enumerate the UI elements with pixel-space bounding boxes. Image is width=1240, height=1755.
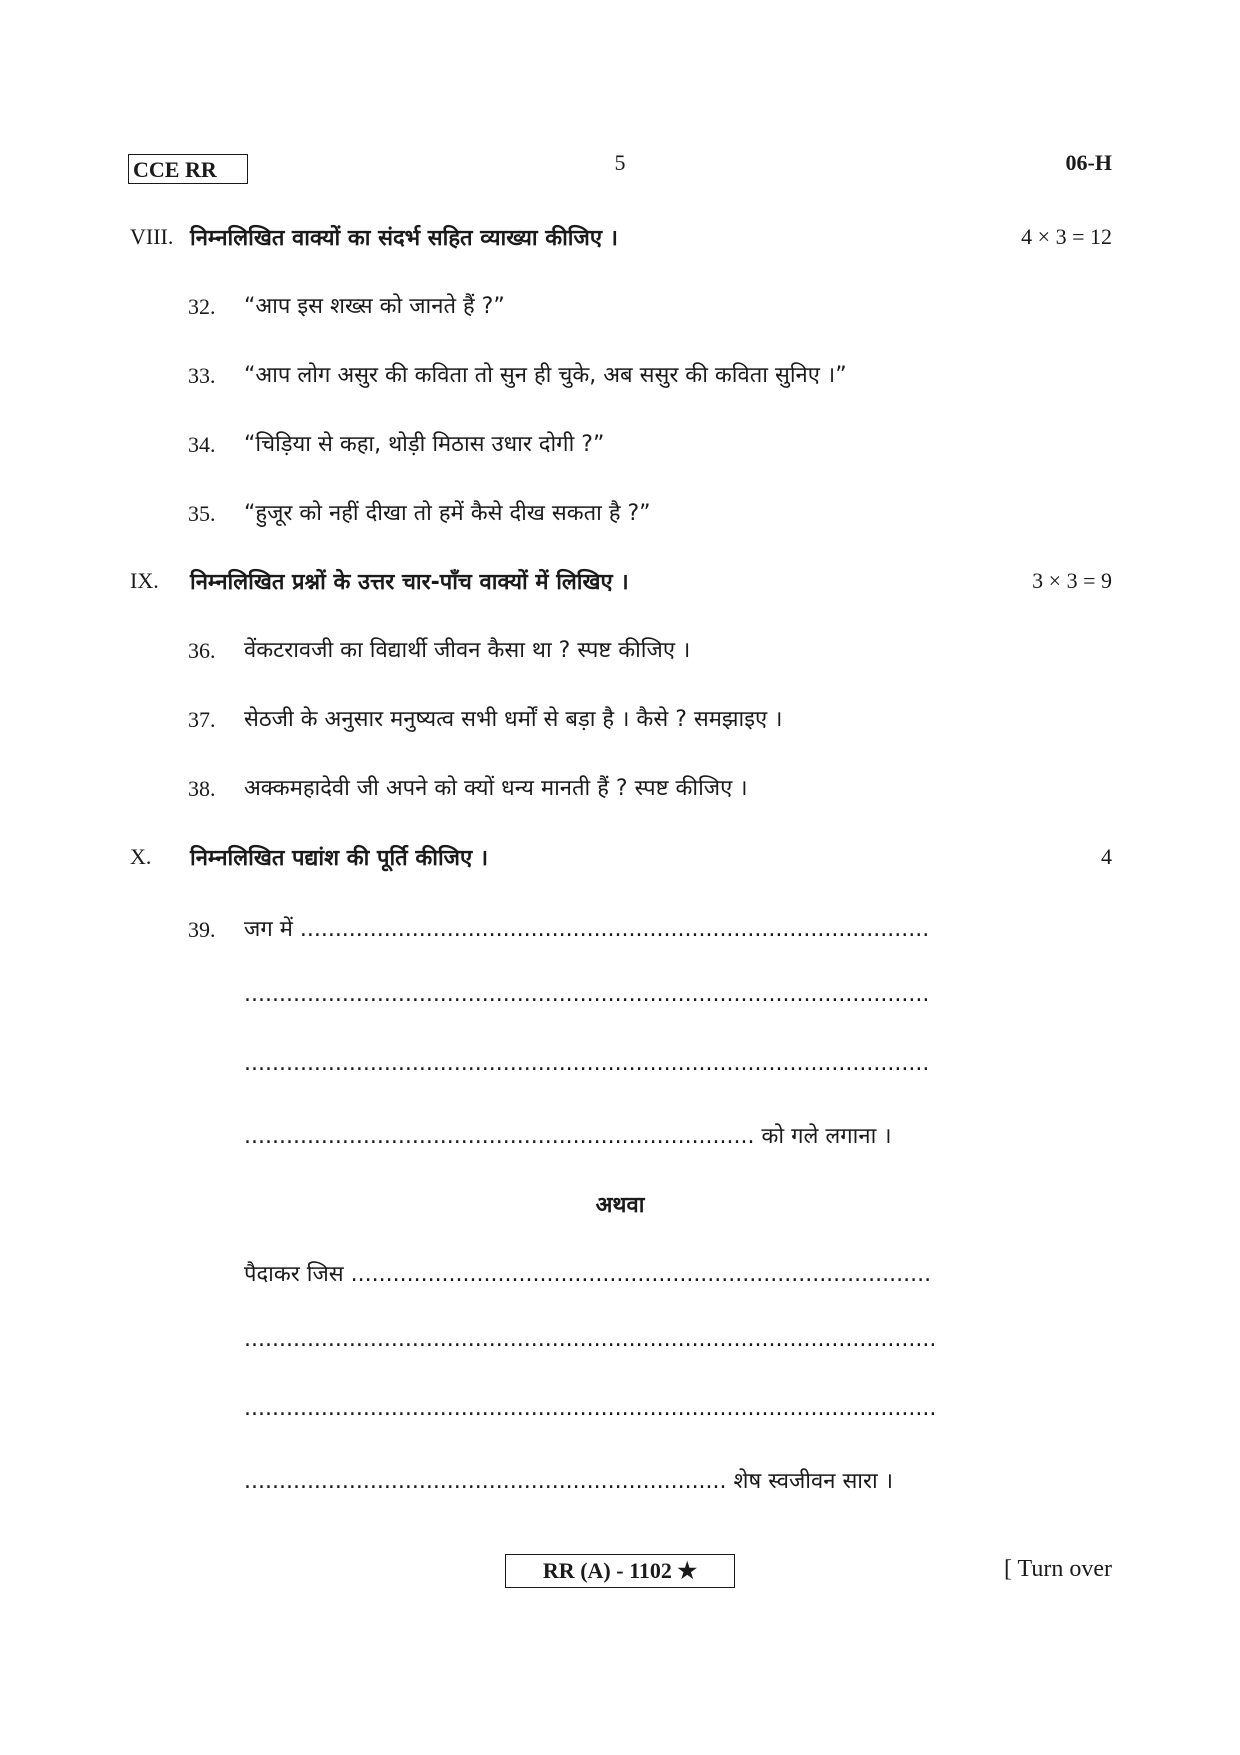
question-34-number: 34.	[188, 432, 216, 457]
question-32-number: 32.	[188, 294, 216, 319]
question-35-number: 35.	[188, 501, 216, 526]
section-ix-number: IX.	[130, 568, 159, 593]
poem-b-line-4: ..................................................................... शेष स्वजीवन सारा ।	[244, 1469, 894, 1494]
question-39-number: 39.	[188, 917, 216, 942]
section-x-number: X.	[130, 844, 152, 869]
section-x-title: निम्नलिखित पद्यांश की पूर्ति कीजिए ।	[190, 846, 489, 871]
section-viii-marks: 4 × 3 = 12	[1021, 224, 1112, 249]
question-37-text: सेठजी के अनुसार मनुष्यत्व सभी धर्मों से बड़ा है । कैसे ? समझाइए ।	[244, 707, 783, 732]
section-viii-title: निम्नलिखित वाक्यों का संदर्भ सहित व्याख्या कीजिए ।	[190, 226, 618, 251]
question-32-text: “आप इस शख्स को जानते हैं ?”	[244, 294, 505, 319]
turn-over-label: [ Turn over	[1003, 1556, 1112, 1582]
exam-code-box: CCE RR	[128, 154, 248, 184]
section-ix-marks: 3 × 3 = 9	[1032, 568, 1112, 593]
or-label: अथवा	[595, 1193, 645, 1218]
section-x-marks: 4	[1101, 844, 1112, 869]
section-viii-number: VIII.	[130, 224, 174, 249]
question-38-text: अक्कमहादेवी जी अपने को क्यों धन्य मानती हैं ? स्पष्ट कीजिए ।	[244, 776, 748, 801]
question-36-number: 36.	[188, 638, 216, 663]
section-ix-title: निम्नलिखित प्रश्नों के उत्तर चार-पाँच वाक्यों में लिखिए ।	[190, 570, 629, 595]
poem-b-line-3: ...................................................................................................	[244, 1396, 937, 1421]
poem-a-line-3: ..................................................................................................	[244, 1051, 930, 1076]
poem-a-line-4: ......................................................................... को गले लगाना ।	[244, 1124, 892, 1149]
question-38-number: 38.	[188, 776, 216, 801]
subject-code: 06-H	[1065, 150, 1112, 175]
question-33-number: 33.	[188, 363, 216, 388]
poem-a-line-1: जग में ..........................................................................................	[244, 917, 930, 942]
question-36-text: वेंकटरावजी का विद्यार्थी जीवन कैसा था ? स्पष्ट कीजिए ।	[244, 638, 691, 663]
question-37-number: 37.	[188, 707, 216, 732]
poem-b-line-1: पैदाकर जिस ...................................................................................	[244, 1262, 932, 1287]
question-35-text: “हुजूर को नहीं दीखा तो हमें कैसे दीख सकता है ?”	[244, 501, 651, 526]
poem-b-line-2: ...................................................................................................	[244, 1327, 937, 1352]
paper-code-box: RR (A) - 1102 ★	[505, 1554, 735, 1588]
poem-a-line-2: ..................................................................................................	[244, 982, 930, 1007]
question-34-text: “चिड़िया से कहा, थोड़ी मिठास उधार दोगी ?”	[244, 432, 605, 457]
page-number: 5	[614, 150, 626, 175]
question-33-text: “आप लोग असुर की कविता तो सुन ही चुके, अब ससुर की कविता सुनिए ।”	[244, 363, 847, 388]
